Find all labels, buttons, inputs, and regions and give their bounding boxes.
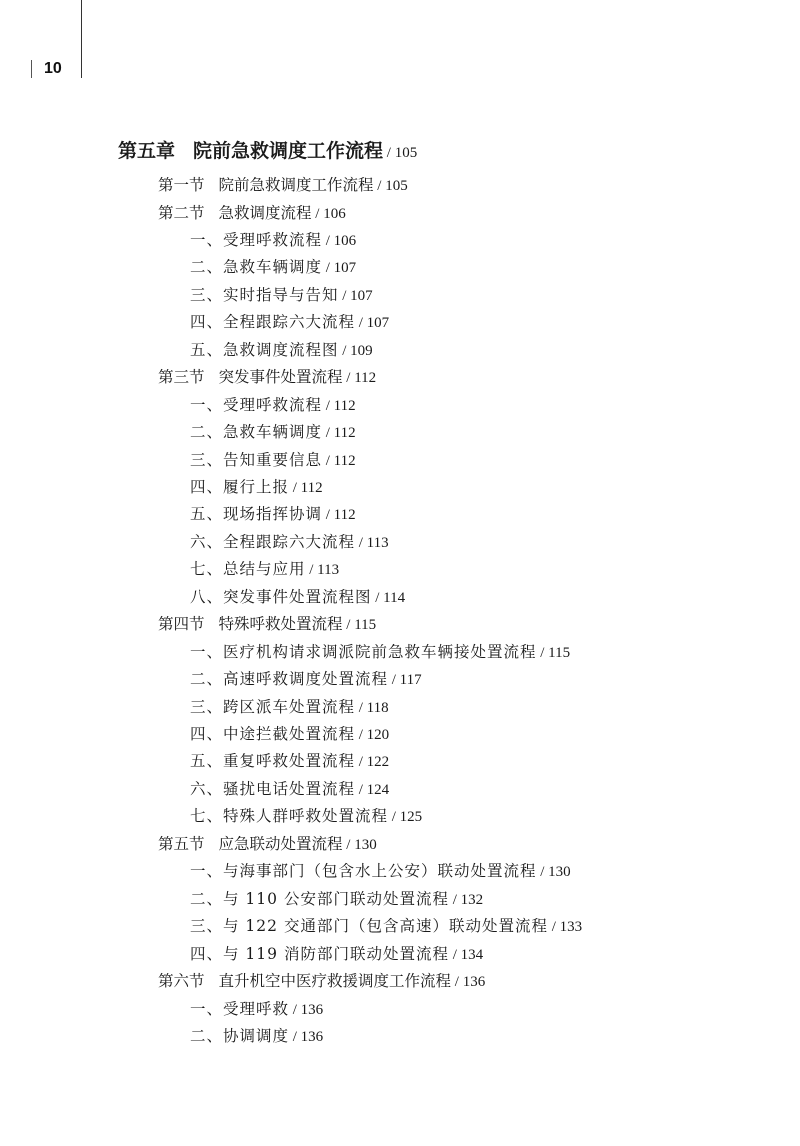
entry-page-ref: / 114 — [371, 589, 406, 606]
toc-item-entry[interactable] — [190, 227, 356, 254]
toc-item-entry[interactable] — [190, 913, 582, 940]
toc-item-entry[interactable] — [190, 282, 373, 309]
entry-title: 特殊呼救处置流程 — [218, 615, 343, 634]
entry-title: 二、急救车辆调度 — [190, 423, 323, 441]
toc-item-entry[interactable] — [190, 1023, 323, 1050]
entry-page-ref: / 130 — [342, 836, 377, 853]
toc-section-entry[interactable] — [158, 968, 485, 995]
entry-page-ref: / 115 — [342, 617, 377, 634]
entry-page-ref: / 124 — [355, 781, 390, 798]
entry-page-ref: / 115 — [536, 644, 571, 661]
section-label: 第三节 — [158, 368, 205, 387]
toc-item-entry[interactable] — [190, 529, 389, 556]
toc-item-entry[interactable] — [190, 501, 356, 528]
toc-item-entry[interactable] — [190, 803, 422, 830]
entry-page-ref: / 112 — [322, 425, 356, 441]
entry-title: 五、现场指挥协调 — [190, 505, 323, 524]
entry-title: 四、全程跟踪六大流程 — [190, 313, 356, 332]
entry-title: 一、受理呼救 — [190, 999, 290, 1018]
section-label: 第二节 — [158, 203, 205, 222]
toc-section-entry[interactable] — [158, 172, 408, 199]
entry-title: 急救调度流程 — [218, 203, 312, 222]
section-label: 第四节 — [158, 615, 205, 634]
entry-page-ref: / 112 — [322, 507, 356, 524]
toc-item-entry[interactable] — [190, 996, 323, 1023]
entry-page-ref: / 136 — [451, 974, 486, 990]
entry-page-ref: / 130 — [536, 864, 571, 881]
entry-title: 五、重复呼救处置流程 — [190, 752, 356, 771]
entry-title: 七、特殊人群呼救处置流程 — [190, 807, 389, 826]
chapter-label: 第五章 — [118, 140, 176, 162]
toc-item-entry[interactable] — [190, 639, 570, 666]
toc-chapter-heading[interactable] — [118, 136, 417, 166]
entry-page-ref: / 107 — [338, 287, 373, 304]
entry-title: 三、实时指导与告知 — [190, 285, 339, 304]
entry-page-ref: / 134 — [448, 946, 484, 963]
entry-title: 直升机空中医疗救援调度工作流程 — [218, 972, 452, 990]
entry-page-ref: / 107 — [355, 315, 390, 332]
entry-page-ref: / 106 — [322, 232, 357, 249]
entry-page-ref: / 136 — [289, 1028, 324, 1045]
entry-page-ref: / 132 — [448, 891, 484, 908]
page-tick-mark — [31, 60, 32, 78]
section-label: 第六节 — [158, 972, 205, 990]
entry-page-ref: / 109 — [338, 342, 373, 359]
toc-item-entry[interactable] — [190, 474, 323, 501]
toc-item-entry[interactable] — [190, 694, 389, 721]
toc-section-entry[interactable] — [158, 831, 377, 858]
toc-item-entry[interactable] — [190, 419, 356, 446]
entry-title: 三、与 122 交通部门（包含高速）联动处置流程 — [190, 917, 548, 936]
entry-title: 四、履行上报 — [190, 477, 290, 496]
page-number: 10 — [44, 60, 62, 77]
entry-title: 二、与 110 公安部门联动处置流程 — [190, 889, 449, 908]
entry-title: 七、总结与应用 — [190, 560, 306, 579]
toc-item-entry[interactable] — [190, 858, 571, 885]
entry-title: 一、受理呼救流程 — [190, 395, 323, 414]
toc-item-entry[interactable] — [190, 748, 389, 775]
section-label: 第五节 — [158, 834, 205, 853]
toc-item-entry[interactable] — [190, 721, 389, 748]
entry-title: 院前急救调度工作流程 — [218, 176, 374, 194]
entry-page-ref: / 112 — [322, 397, 356, 414]
toc-item-entry[interactable] — [190, 776, 389, 803]
entry-title: 一、与海事部门（包含水上公安）联动处置流程 — [190, 862, 537, 881]
entry-page-ref: / 113 — [355, 534, 389, 551]
entry-title: 二、高速呼救调度处置流程 — [190, 670, 389, 689]
toc-item-entry[interactable] — [190, 337, 373, 364]
entry-title: 三、跨区派车处置流程 — [190, 697, 356, 716]
toc-item-entry[interactable] — [190, 584, 405, 611]
entry-title: 二、协调调度 — [190, 1026, 290, 1045]
entry-page-ref: / 113 — [305, 562, 340, 579]
entry-page-ref: / 122 — [355, 754, 390, 771]
entry-title: 二、急救车辆调度 — [190, 258, 323, 277]
entry-title: 应急联动处置流程 — [218, 834, 343, 853]
entry-title: 六、骚扰电话处置流程 — [190, 779, 356, 798]
toc-section-entry[interactable] — [158, 611, 376, 638]
toc-item-entry[interactable] — [190, 254, 356, 281]
entry-page-ref: / 112 — [342, 370, 377, 387]
entry-title: 五、急救调度流程图 — [190, 340, 339, 359]
entry-page-ref: / 117 — [388, 672, 422, 689]
margin-rule — [81, 0, 82, 78]
toc-item-entry[interactable] — [190, 447, 356, 474]
entry-title: 四、与 119 消防部门联动处置流程 — [190, 944, 449, 963]
toc-item-entry[interactable] — [190, 392, 356, 419]
toc-item-entry[interactable] — [190, 556, 339, 583]
entry-page-ref: / 107 — [322, 260, 357, 277]
entry-title: 四、中途拦截处置流程 — [190, 725, 356, 743]
entry-title: 一、受理呼救流程 — [190, 230, 323, 249]
entry-page-ref: / 133 — [547, 919, 583, 936]
entry-page-ref: / 125 — [388, 809, 423, 826]
entry-page-ref: / 120 — [355, 727, 390, 743]
toc-item-entry[interactable] — [190, 886, 483, 913]
toc-item-entry[interactable] — [190, 666, 422, 693]
toc-section-entry[interactable] — [158, 364, 376, 391]
toc-item-entry[interactable] — [190, 941, 483, 968]
section-label: 第一节 — [158, 176, 205, 194]
entry-title: 八、突发事件处置流程图 — [190, 587, 372, 606]
entry-page-ref: / 136 — [289, 1001, 324, 1018]
entry-title: 六、全程跟踪六大流程 — [190, 532, 356, 551]
entry-title: 突发事件处置流程 — [218, 368, 343, 387]
entry-title: 一、医疗机构请求调派院前急救车辆接处置流程 — [190, 642, 537, 661]
entry-page-ref: / 105 — [373, 178, 408, 194]
toc-item-entry[interactable] — [190, 309, 389, 336]
entry-page-ref: / 106 — [311, 205, 346, 222]
entry-page-ref: / 118 — [355, 699, 389, 716]
chapter-title: 院前急救调度工作流程 — [193, 140, 384, 162]
entry-page-ref: / 112 — [289, 479, 323, 496]
entry-title: 三、告知重要信息 — [190, 450, 323, 469]
toc-section-entry[interactable] — [158, 200, 346, 227]
entry-page-ref: / 112 — [322, 452, 356, 469]
chapter-page-ref: / 105 — [383, 145, 418, 161]
